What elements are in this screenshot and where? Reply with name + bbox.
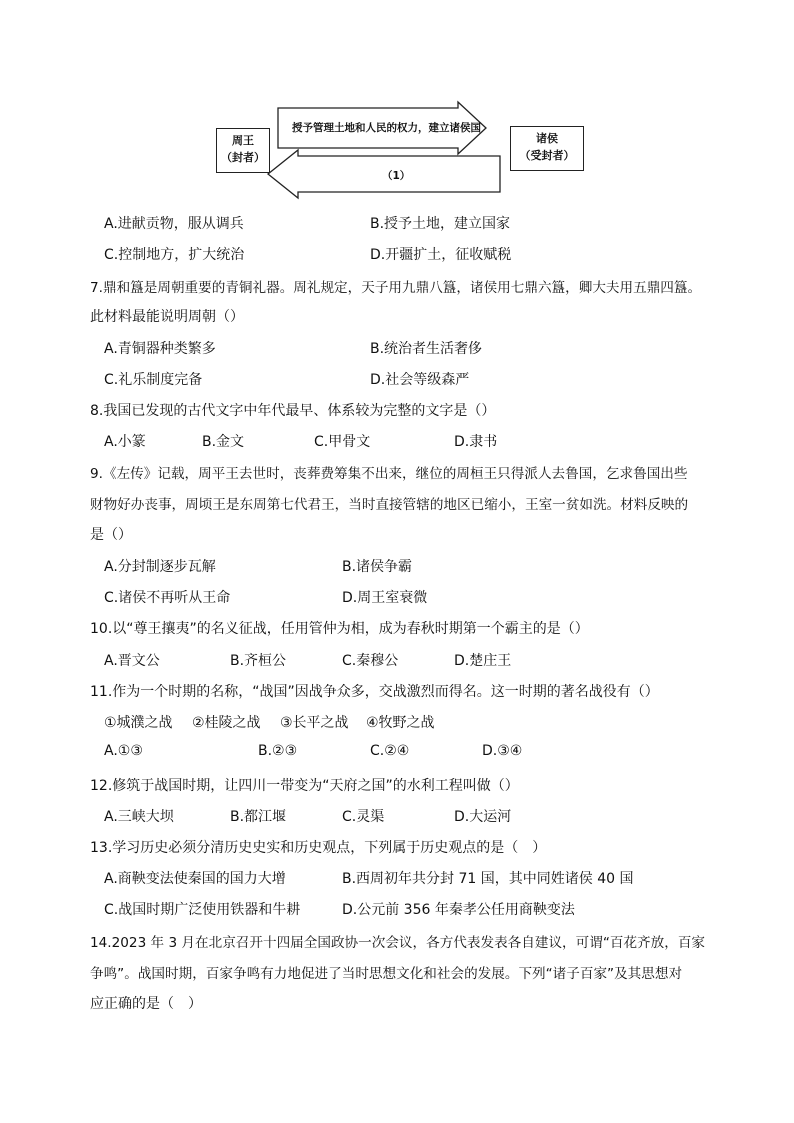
q12-option-b: B.都江堰 [230,809,287,825]
q6-option-d: D.开疆扩土，征收赋税 [370,247,512,263]
q7-option-a: A.青铜器种类繁多 [104,341,216,357]
zhou-king-role: （封者） [221,151,265,164]
q7-option-d: D.社会等级森严 [370,372,470,388]
q9-stem-line3: 是（） [90,527,132,543]
zhou-king-box [216,128,270,173]
q8-option-b: B.金文 [202,434,245,450]
q7-stem-line2: 此材料最能说明周朝（） [90,309,244,325]
q10-option-a: A.晋文公 [104,653,160,669]
q9-option-b: B.诸侯争霸 [342,559,413,575]
q11-item-4: ④牧野之战 [366,715,435,731]
q9-option-a: A.分封制逐步瓦解 [104,559,216,575]
bottom-arrow-text: （1） [382,170,411,182]
q11-item-1: ①城濮之战 [104,715,173,731]
q8-stem: 8.我国已发现的古代文字中年代最早、体系较为完整的文字是（） [90,403,496,419]
q11-option-a: A.①③ [104,743,143,759]
q11-option-c: C.②④ [370,743,410,759]
q9-option-c: C.诸侯不再听从王命 [104,590,231,606]
q7-option-b: B.统治者生活奢侈 [370,341,483,357]
q8-option-a: A.小篆 [104,434,146,450]
q8-option-c: C.甲骨文 [314,434,371,450]
q11-item-3: ③长平之战 [280,715,349,731]
vassal-role: （受封者） [519,149,575,162]
q12-option-a: A.三峡大坝 [104,809,174,825]
q13-stem: 13.学习历史必须分清历史史实和历史观点，下列属于历史观点的是（ ） [90,840,547,856]
top-arrow-text: 授予管理土地和人民的权力，建立诸侯国 [292,122,481,134]
q11-stem: 11.作为一个时期的名称，“战国”因战争众多，交战激烈而得名。这一时期的著名战役有（） [90,684,659,700]
q6-option-b: B.授予土地，建立国家 [370,216,511,232]
q11-option-d: D.③④ [482,743,523,759]
q9-option-d: D.周王室衰微 [342,590,428,606]
q6-option-a: A.进献贡物，服从调兵 [104,216,244,232]
q14-stem-line3: 应正确的是（ ） [90,996,202,1012]
q10-stem: 10.以“尊王攘夷”的名义征战，任用管仲为相，成为春秋时期第一个霸主的是（） [90,621,589,637]
q13-option-b: B.西周初年共分封 71 国，其中同姓诸侯 40 国 [342,871,634,887]
q9-stem-line2: 财物好办丧事，周顷王是东周第七代君王，当时直接管辖的地区已缩小，王室一贫如洗。材料反映的 [90,497,689,513]
q10-option-b: B.齐桓公 [230,653,287,669]
q11-option-b: B.②③ [258,743,298,759]
q9-stem-line1: 9.《左传》记载，周平王去世时，丧葬费筹集不出来，继位的周桓王只得派人去鲁国，乞求鲁国出些 [90,466,688,482]
q10-option-c: C.秦穆公 [342,653,399,669]
zhou-king-label: 周王 [232,134,254,147]
vassal-box [510,126,584,171]
q10-option-d: D.楚庄王 [454,653,512,669]
q12-option-c: C.灵渠 [342,809,385,825]
q13-option-a: A.商鞅变法使秦国的国力大增 [104,871,286,887]
q6-option-c: C.控制地方，扩大统治 [104,247,245,263]
q8-option-d: D.隶书 [454,434,498,450]
q11-item-2: ②桂陵之战 [192,715,261,731]
q12-stem: 12.修筑于战国时期，让四川一带变为“天府之国”的水利工程叫做（） [90,778,519,794]
q7-option-c: C.礼乐制度完备 [104,372,203,388]
q7-stem-line1: 7.鼎和簋是周朝重要的青铜礼器。周礼规定，天子用九鼎八簋，诸侯用七鼎六簋，卿大夫用五鼎四簋。 [90,280,702,296]
vassal-label: 诸侯 [536,132,558,145]
q14-stem-line1: 14.2023 年 3 月在北京召开十四届全国政协一次会议，各方代表发表各自建议，可谓“百花齐放，百家 [90,935,706,951]
q13-option-d: D.公元前 356 年秦孝公任用商鞅变法 [342,902,575,918]
enfeoffment-diagram [210,98,590,208]
q13-option-c: C.战国时期广泛使用铁器和牛耕 [104,902,301,918]
q14-stem-line2: 争鸣”。战国时期，百家争鸣有力地促进了当时思想文化和社会的发展。下列“诸子百家”及其思想对 [90,966,683,982]
q12-option-d: D.大运河 [454,809,512,825]
